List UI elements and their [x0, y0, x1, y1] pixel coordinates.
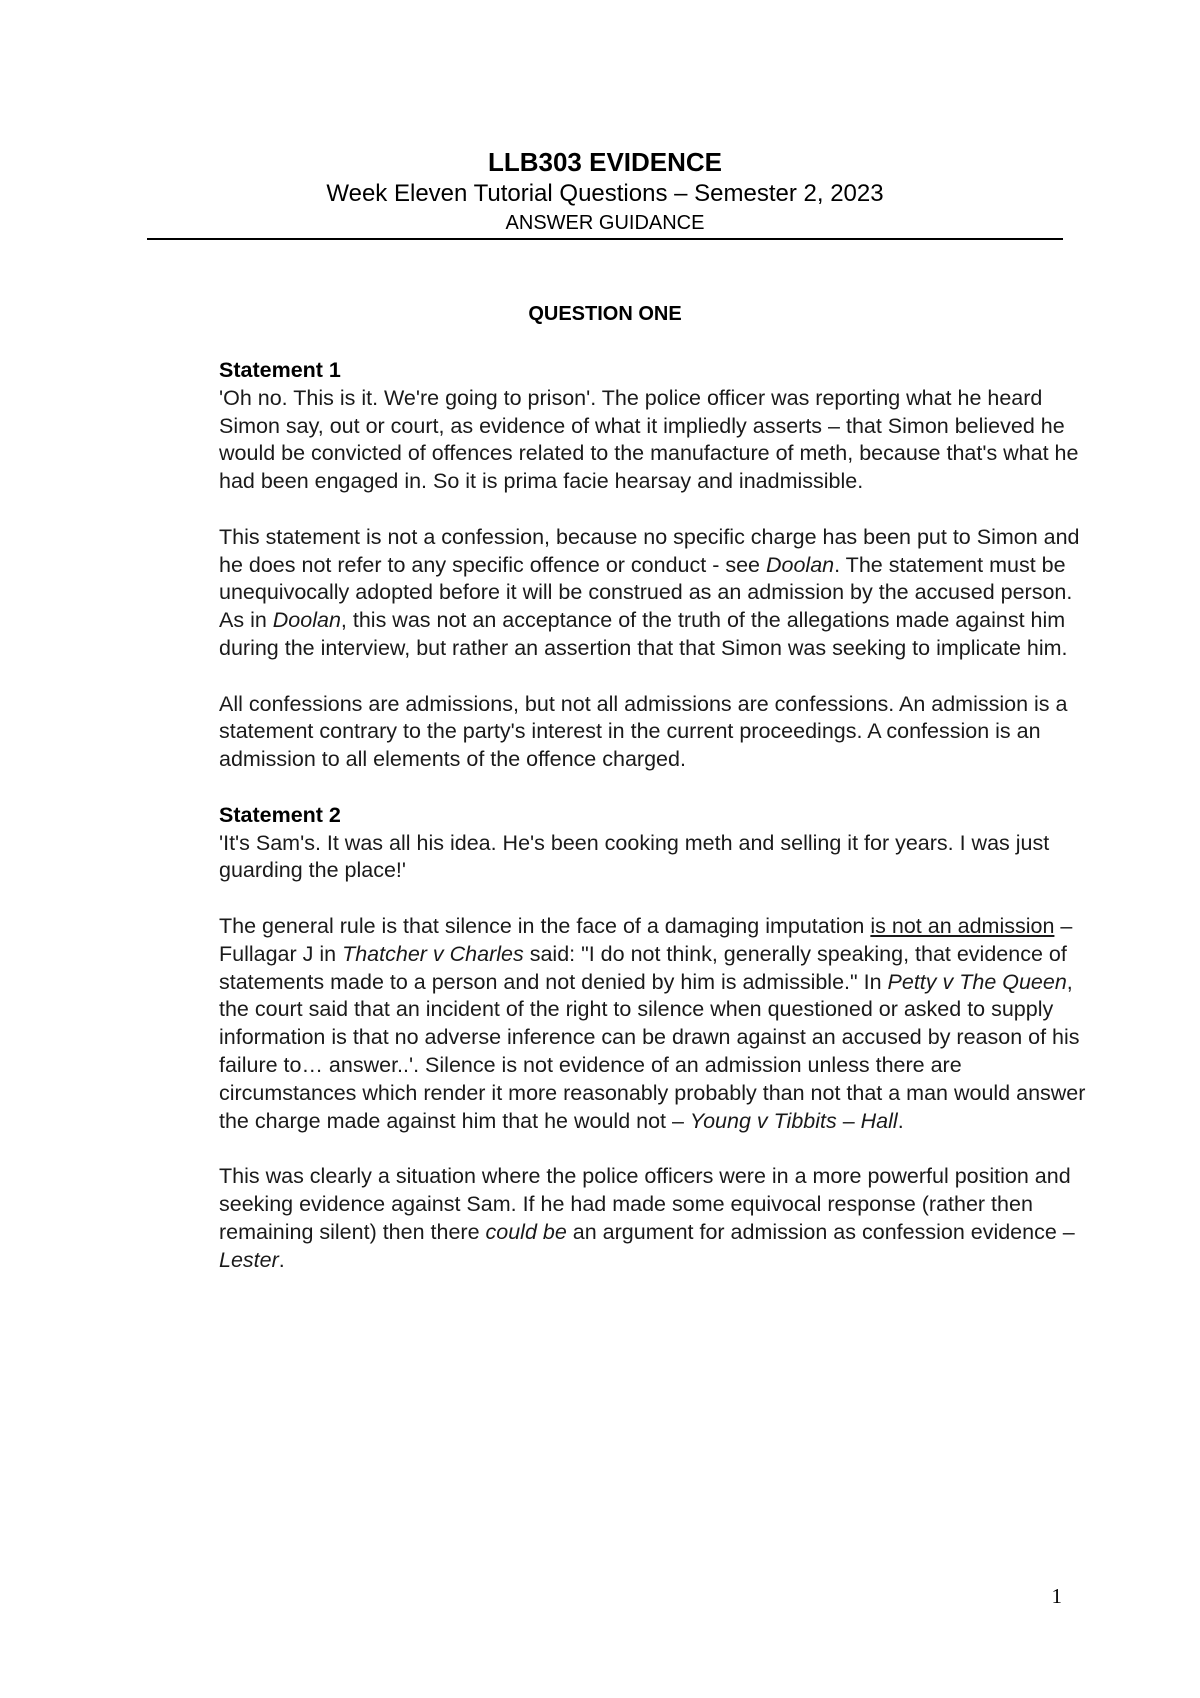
- statement-1-paragraph-2: [219, 524, 1099, 663]
- document-title: LLB303 EVIDENCE: [487, 147, 723, 177]
- document-body: [219, 357, 1099, 1302]
- text-run: . The statement must be unequivocally adopted before it will be construed as an admission by the accused person. As in: [219, 552, 1073, 633]
- statement-2-heading: Statement 2: [219, 802, 341, 827]
- page-number: 1: [1051, 1584, 1062, 1608]
- statement-2-paragraph-2: [219, 913, 1099, 1135]
- text-run: This was clearly a situation where the police officers were in a more powerful position and seeking evidence against Sam. If he had made some equivocal response (rather then remaining silent) then there: [219, 1164, 1071, 1244]
- text-run: , this was not an acceptance of the truth of the allegations made against him during the interview, but rather an assertion that that Simon was seeking to implicate him.: [219, 608, 1068, 660]
- case-name: Lester: [219, 1247, 279, 1272]
- document-subtitle: Week Eleven Tutorial Questions – Semester 2, 2023: [326, 180, 884, 207]
- text-run: –: [836, 1108, 861, 1133]
- text-run: .: [278, 1247, 285, 1272]
- statement-1-paragraph-1: 'Oh no. This is it. We're going to prison'. The police officer was reporting what he heard Simon say, out or court, as evidence of what it impliedly asserts – that Simon believed he would be convicted of offences related to the manufacture of meth, because that's what he had been engaged in. So it is prima facie hearsay and inadmissible.: [219, 385, 1079, 494]
- case-name: Petty v The Queen: [887, 969, 1067, 994]
- text-run: said: "I do not think, generally speaking, that evidence of statements made to a person and not denied by him is admissible." In: [219, 941, 1067, 994]
- statement-2-paragraph-3: [219, 1163, 1099, 1274]
- emphasis-text: could be: [485, 1219, 567, 1244]
- text-run: an argument for admission as confession evidence –: [566, 1219, 1075, 1244]
- statement-2-paragraph-1: 'It's Sam's. It was all his idea. He's been cooking meth and selling it for years. I was just guarding the place!': [219, 830, 1050, 883]
- text-run: – Fullagar J in: [219, 913, 1073, 966]
- header-divider: [147, 238, 1063, 240]
- question-title: QUESTION ONE: [528, 303, 682, 325]
- case-name: Young v Tibbits: [689, 1108, 837, 1133]
- document-header: [147, 146, 1063, 236]
- statement-1-paragraph-3: All confessions are admissions, but not all admissions are confessions. An admission is a statement contrary to the party's interest in the current proceedings. A confession is an admission to all elements of the offence charged.: [219, 691, 1068, 772]
- statement-1-heading: Statement 1: [219, 358, 341, 382]
- answer-guidance-label: ANSWER GUIDANCE: [505, 212, 705, 234]
- text-run: The general rule is that silence in the face of a damaging imputation: [219, 913, 871, 938]
- case-name: Thatcher v Charles: [342, 941, 524, 966]
- case-name: Hall: [860, 1108, 898, 1133]
- case-name: Doolan: [765, 552, 835, 577]
- underlined-text: is not an admission: [870, 913, 1055, 938]
- text-run: , the court said that an incident of the right to silence when questioned or asked to supply information is that no adverse inference can be drawn against an accused by reason of his failure to… answer..'. Silence is not evidence of an admission unless there are circumstances which render it more reasonably probably than not that a man would answer the charge made against him that he would not –: [219, 969, 1086, 1133]
- text-run: .: [897, 1108, 904, 1133]
- case-name: Doolan: [272, 608, 341, 633]
- text-run: This statement is not a confession, because no specific charge has been put to Simon and he does not refer to any specific offence or conduct - see: [219, 524, 1080, 577]
